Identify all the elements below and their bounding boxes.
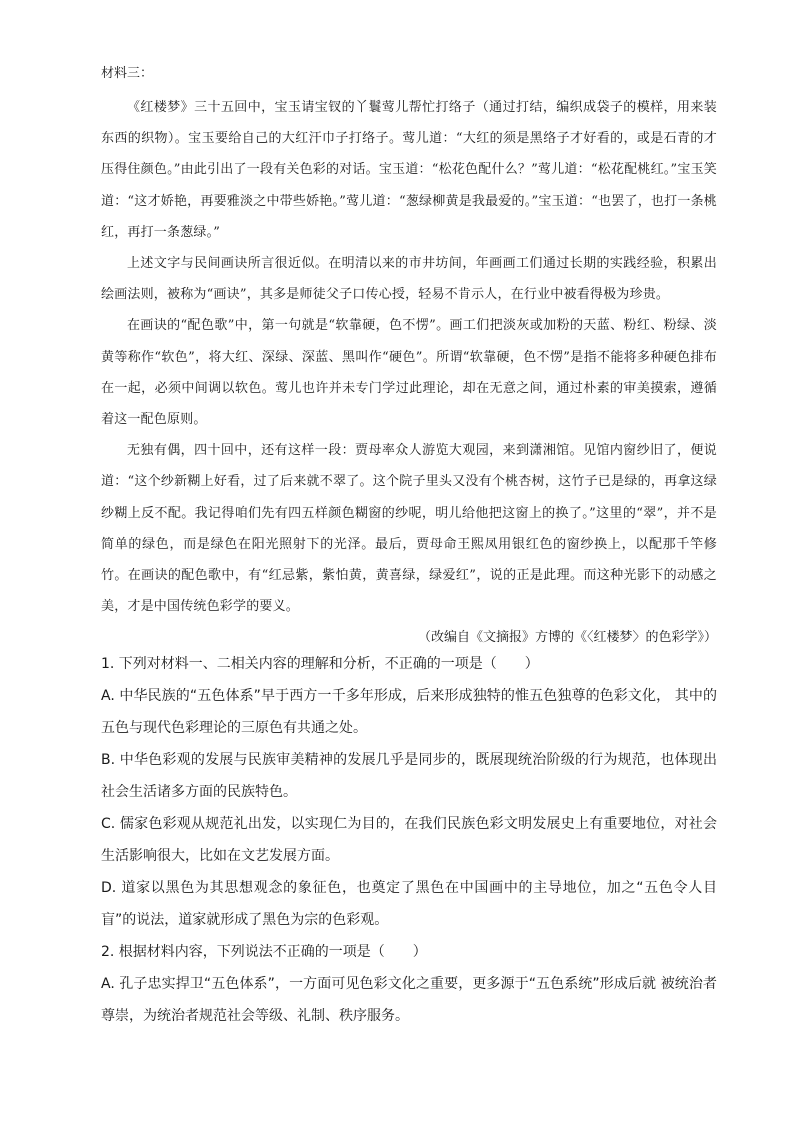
- question-option-b: B. 中华色彩观的发展与民族审美精神的发展几乎是同步的，既展现统治阶级的行为规范，也体现出社会生活诸多方面的民族特色。: [101, 752, 717, 800]
- question-1: [101, 648, 717, 936]
- question-option-a: A. 孔子忠实捍卫“五色体系”，一方面可见色彩文化之重要，更多源于“五色系统”形成后就 被统治者尊崇，为统治者规范社会等级、礼制、秩序服务。: [101, 976, 717, 1024]
- material-paragraph-2: 上述文字与民间画诀所言很近似。在明清以来的市井坊间，年画画工们通过长期的实践经验，积累出绘画法则，被称为“画诀”，其多是师徒父子口传心授，轻易不肯示人，在行业中被看得极为珍贵。: [101, 256, 717, 303]
- question-option-c: C. 儒家色彩观从规范礼出发，以实现仁为目的，在我们民族色彩文明发展史上有重要地位，对社会生活影响很大，比如在文艺发展方面。: [101, 816, 717, 864]
- material-paragraph-3: 在画诀的“配色歌”中，第一句就是“软靠硬，色不愣”。画工们把淡灰或加粉的天蓝、粉红、粉绿、淡黄等称作“软色”，将大红、深绿、深蓝、黑叫作“硬色”。所谓“软靠硬，色不愣”是指不能将多种硬色排布在一起，必须中间调以软色。莺儿也许并未专门学过此理论，却在无意之间，通过朴素的审美摸索，遵循着这一配色原则。: [101, 318, 717, 428]
- question-option-a: A. 中华民族的“五色体系”早于西方一千多年形成，后来形成独特的惟五色独尊的色彩文化， 其中的五色与现代色彩理论的三原色有共通之处。: [101, 688, 717, 736]
- material-three-section: [101, 64, 717, 653]
- material-paragraph-4: 无独有偶，四十回中，还有这样一段：贾母率众人游览大观园，来到潇湘馆。见馆内窗纱旧了，便说道：“这个纱新糊上好看，过了后来就不翠了。这个院子里头又没有个桃杏树，这竹子已是绿的，再拿这绿纱糊上反不配。我记得咱们先有四五样颜色糊窗的纱呢，明儿给他把这窗上的换了。”这里的“翠”，并不是简单的绿色，而是绿色在阳光照射下的光泽。最后，贾母命王熙凤用银红色的窗纱换上，以配那千竿修竹。在画诀的配色歌中，有“红忌紫，紫怕黄，黄喜绿，绿爱红”，说的正是此理。而这种光影下的动感之美，才是中国传统色彩学的要义。: [101, 443, 717, 615]
- question-stem: 2. 根据材料内容，下列说法不正确的一项是（ ）: [101, 944, 427, 960]
- question-stem: 1. 下列对材料一、二相关内容的理解和分析，不正确的一项是（ ）: [101, 656, 539, 672]
- material-paragraph-1: 《红楼梦》三十五回中，宝玉请宝钗的丫鬟莺儿帮忙打络子（通过打结，编织成袋子的模样，用来装东西的织物）。宝玉要给自己的大红汗巾子打络子。莺儿道：“大红的须是黑络子才好看的，或是石青的才压得住颜色。”由此引出了一段有关色彩的对话。宝玉道：“松花色配什么？”莺儿道：“松花配桃红。”宝玉笑道：“这才娇艳，再要雅淡之中带些娇艳。”莺儿道：“葱绿柳黄是我最爱的。”宝玉道：“也罢了，也打一条桃红，再打一条葱绿。”: [101, 100, 717, 240]
- material-title: 材料三：: [101, 66, 154, 81]
- questions-section: [101, 648, 717, 1032]
- question-option-d: D. 道家以黑色为其思想观念的象征色，也奠定了黑色在中国画中的主导地位，加之“五色令人目盲”的说法，道家就形成了黑色为宗的色彩观。: [101, 880, 717, 928]
- question-2: [101, 936, 717, 1032]
- material-source: （改编自《文摘报》方博的《〈红楼梦〉的色彩学》）: [417, 630, 717, 646]
